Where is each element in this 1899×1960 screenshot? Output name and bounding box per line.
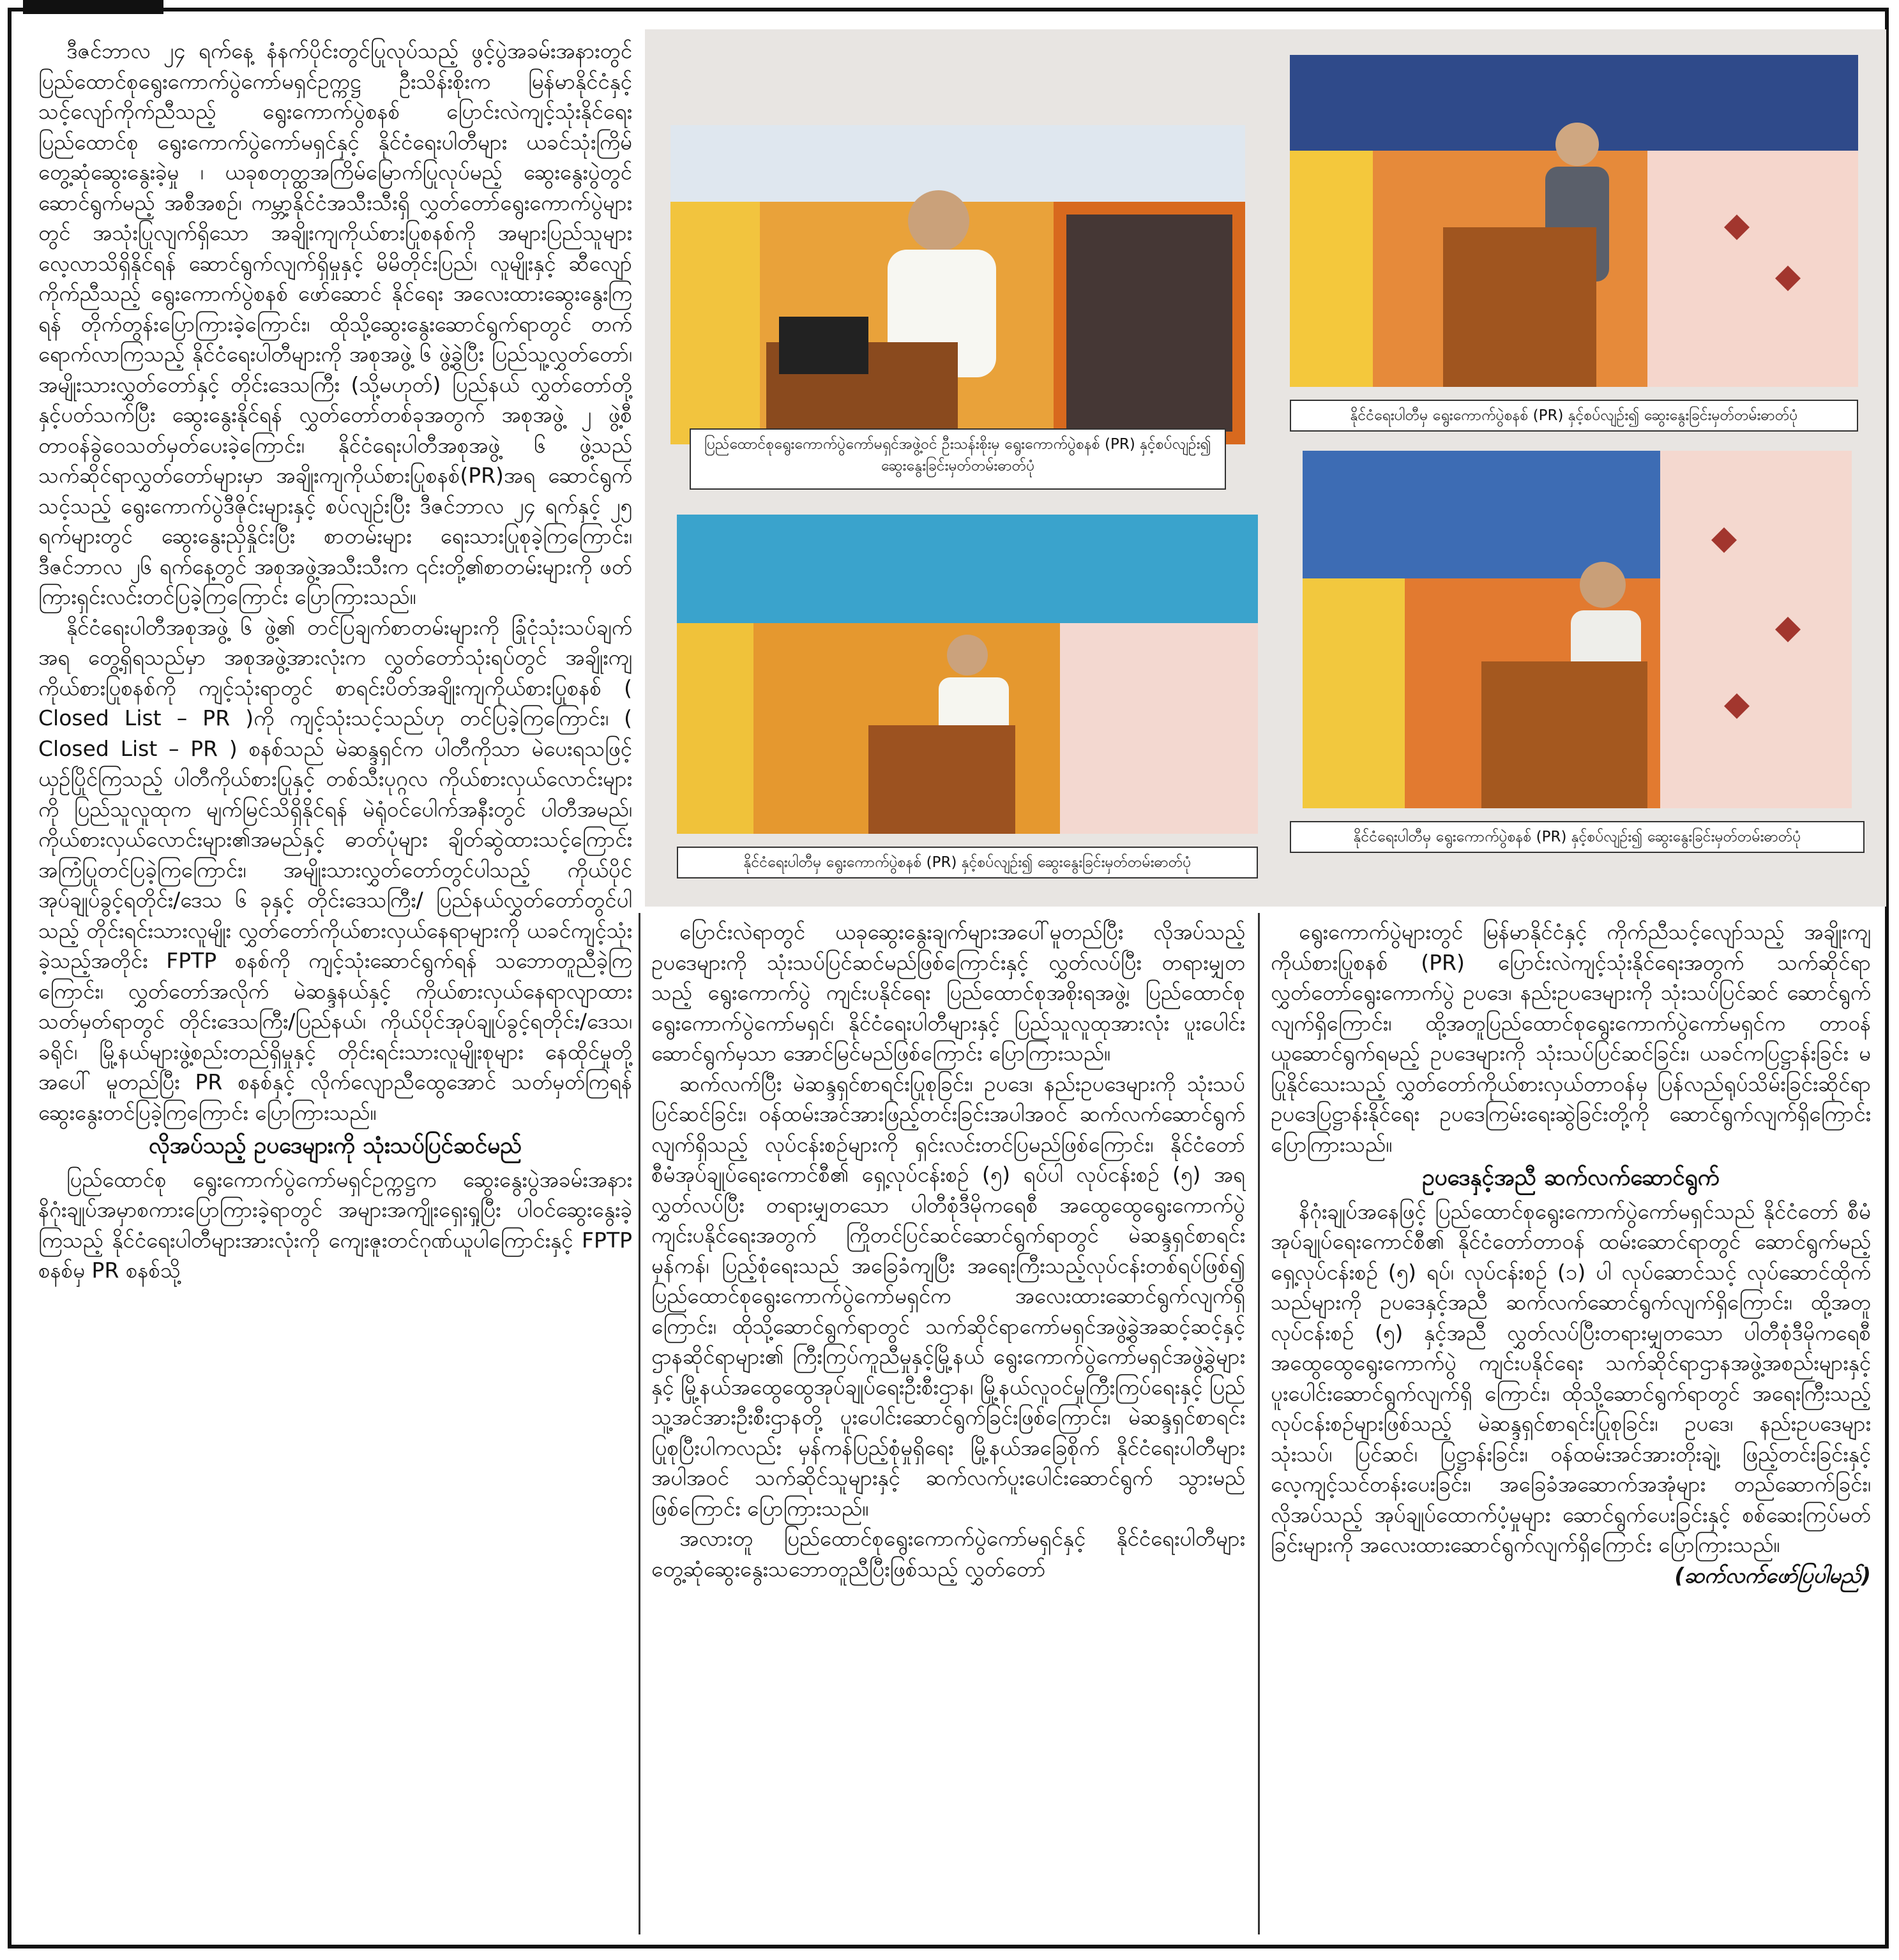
paragraph: ရွေးကောက်ပွဲများတွင် မြန်မာနိုင်ငံနှင့် ကိုက်ညီသင့်လျော်သည့် အချိုးကျကိုယ်စားပြုစနစ် (PR) ပြောင်းလဲကျင့်သုံးနိုင်ရေးအတွက် သက်ဆိုင်ရာလွှတ်တော်ရွေးကောက်ပွဲ ဥပဒေ၊ နည်းဥပဒေများကို သုံးသပ်ပြင်ဆင် ဆောင်ရွက်လျက်ရှိကြောင်း၊ ထို့အတူပြည်ထောင်စုရွေးကောက်ပွဲကော်မရှင်က တာဝန်ယူဆောင်ရွက်ရမည့် ဥပဒေများကို သုံးသပ်ပြင်ဆင်ခြင်း၊ ယခင်ကပြဋ္ဌာန်းခြင်း မပြုနိုင်သေးသည့် လွှတ်တော်ကိုယ်စားလှယ်တာဝန်မှ ပြန်လည်ရုပ်သိမ်းခြင်းဆိုင်ရာ ဥပဒေပြဋ္ဌာန်းနိုင်ရေး ဥပဒေကြမ်းရေးဆွဲခြင်းတို့ကို ဆောင်ရွက်လျက်ရှိကြောင်း ပြောကြားသည်။ (1271, 919, 1871, 1157)
article-column-1 (38, 36, 632, 1945)
photo-speaker-4 (1303, 451, 1852, 808)
photo-speaker-1 (670, 125, 1245, 444)
photo-caption-1: ပြည်ထောင်စုရွေးကောက်ပွဲကော်မရှင်အဖွဲ့ဝင် ဦးသန်းစိုးမှ ရွေးကောက်ပွဲစနစ် (PR) နှင့်စပ်လျဉ်း၍ ဆွေးနွေးခြင်းမှတ်တမ်းဓာတ်ပုံ (690, 428, 1226, 490)
column-divider (639, 913, 640, 1934)
corner-tab (23, 0, 163, 14)
paragraph: အလားတူ ပြည်ထောင်စုရွေးကောက်ပွဲကော်မရှင်နှင့် နိုင်ငံရေးပါတီများ တွေ့ဆုံဆွေးနွေးသဘောတူညီပြီးဖြစ်သည့် လွှတ်တော် (651, 1526, 1245, 1581)
article-column-2 (651, 917, 1245, 1938)
photo-speaker-2 (1290, 55, 1858, 387)
column-divider (1258, 913, 1260, 1934)
paragraph: ပြောင်းလဲရာတွင် ယခုဆွေးနွေးချက်များအပေါ်မူတည်ပြီး လိုအပ်သည့် ဥပဒေများကို သုံးသပ်ပြင်ဆင်မည်ဖြစ်ကြောင်းနှင့် လွှတ်လပ်ပြီး တရားမျှတသည့် ရွေးကောက်ပွဲ ကျင်းပနိုင်ရေး ပြည်ထောင်စုအစိုးရအဖွဲ့၊ ပြည်ထောင်စုရွေးကောက်ပွဲကော်မရှင်၊ နိုင်ငံရေးပါတီများနှင့် ပြည်သူလူထုအားလုံး ပူးပေါင်းဆောင်ရွက်မှသာ အောင်မြင်မည်ဖြစ်ကြောင်း ပြောကြားသည်။ (651, 919, 1245, 1066)
paragraph: ဆက်လက်ပြီး မဲဆန္ဒရှင်စာရင်းပြုစုခြင်း၊ ဥပဒေ၊ နည်းဥပဒေများကို သုံးသပ်ပြင်ဆင်ခြင်း၊ ဝန်ထမ်းအင်အားဖြည့်တင်းခြင်းအပါအဝင် ဆက်လက်ဆောင်ရွက်လျက်ရှိသည့် လုပ်ငန်းစဉ်များကို ရှင်းလင်းတင်ပြမည်ဖြစ်ကြောင်း၊ နိုင်ငံတော် စီမံအုပ်ချုပ်ရေးကောင်စီ၏ ရှေ့လုပ်ငန်းစဉ် (၅) ရပ်ပါ လုပ်ငန်းစဉ် (၅) အရ လွှတ်လပ်ပြီး တရားမျှတသော ပါတီစုံဒီမိုကရေစီ အထွေထွေရွေးကောက်ပွဲကျင်းပနိုင်ရေးအတွက် ကြိုတင်ပြင်ဆင်ဆောင်ရွက်ရာတွင် မဲဆန္ဒရှင်စာရင်းမှန်ကန်၊ ပြည့်စုံရေးသည် အခြေခံကျပြီး အရေးကြီးသည့်လုပ်ငန်းတစ်ရပ်ဖြစ်၍ ပြည်ထောင်စုရွေးကောက်ပွဲကော်မရှင်က အလေးထားဆောင်ရွက်လျက်ရှိကြောင်း၊ ထိုသို့ဆောင်ရွက်ရာတွင် သက်ဆိုင်ရာကော်မရှင်အဖွဲ့ခွဲအဆင့်ဆင့်နှင့် ဌာနဆိုင်ရာများ၏ ကြီးကြပ်ကူညီမှုနှင့်မြို့နယ် ရွေးကောက်ပွဲကော်မရှင်အဖွဲ့ခွဲများနှင့် မြို့နယ်အထွေထွေအုပ်ချုပ်ရေးဦးစီးဌာန၊ မြို့နယ်လူဝင်မှုကြီးကြပ်ရေးနှင့် ပြည်သူ့အင်အားဦးစီးဌာနတို့ ပူးပေါင်းဆောင်ရွက်ခြင်းဖြစ်ကြောင်း၊ မဲဆန္ဒရှင်စာရင်းပြုစုပြီးပါကလည်း မှန်ကန်ပြည့်စုံမှုရှိရေး မြို့နယ်အခြေစိုက် နိုင်ငံရေးပါတီများအပါအဝင် သက်ဆိုင်သူများနှင့် ဆက်လက်ပူးပေါင်းဆောင်ရွက် သွားမည်ဖြစ်ကြောင်း ပြောကြားသည်။ (651, 1071, 1245, 1521)
photo-block (645, 29, 1886, 907)
section-heading: ဥပဒေနှင့်အညီ ဆက်လက်ဆောင်ရွက် (1422, 1165, 1720, 1191)
photo-caption-4: နိုင်ငံရေးပါတီမှ ရွေးကောက်ပွဲစနစ် (PR) နှင့်စပ်လျဉ်း၍ ဆွေးနွေးခြင်းမှတ်တမ်းဓာတ်ပုံ (1290, 821, 1865, 853)
photo-caption-2: နိုင်ငံရေးပါတီမှ ရွေးကောက်ပွဲစနစ် (PR) နှင့်စပ်လျဉ်း၍ ဆွေးနွေးခြင်းမှတ်တမ်းဓာတ်ပုံ (1290, 400, 1858, 432)
article-column-3 (1271, 917, 1871, 1938)
continued-note: (ဆက်လက်ဖော်ပြပါမည်) (1674, 1562, 1871, 1588)
photo-caption-3: နိုင်ငံရေးပါတီမှ ရွေးကောက်ပွဲစနစ် (PR) နှင့်စပ်လျဉ်း၍ ဆွေးနွေးခြင်းမှတ်တမ်းဓာတ်ပုံ (677, 847, 1258, 878)
paragraph: ဒီဇင်ဘာလ ၂၄ ရက်နေ့ နံနက်ပိုင်းတွင်ပြုလုပ်သည့် ဖွင့်ပွဲအခမ်းအနားတွင် ပြည်ထောင်စုရွေးကောက်ပွဲကော်မရှင်ဥက္ကဋ္ဌ ဦးသိန်းစိုးက မြန်မာနိုင်ငံနှင့် သင့်လျော်ကိုက်ညီသည့် ရွေးကောက်ပွဲစနစ် ပြောင်းလဲကျင့်သုံးနိုင်ရေး ပြည်ထောင်စု ရွေးကောက်ပွဲကော်မရှင်နှင့် နိုင်ငံရေးပါတီများ ယခင်သုံးကြိမ် တွေ့ဆုံဆွေးနွေးခဲ့မှု ၊ ယခုစတုတ္ထအကြိမ်မြောက်ပြုလုပ်မည့် ဆွေးနွေးပွဲတွင် ဆောင်ရွက်မည့် အစီအစဉ်၊ ကမ္ဘာ့နိုင်ငံအသီးသီးရှိ လွှတ်တော်ရွေးကောက်ပွဲများတွင် အသုံးပြုလျက်ရှိသော အချိုးကျကိုယ်စားပြုစနစ်ကို အများပြည်သူများ လေ့လာသိရှိနိုင်ရန် ဆောင်ရွက်လျက်ရှိမှုနှင့် မိမိတိုင်းပြည်၊ လူမျိုးနှင့် ဆီလျော်ကိုက်ညီသည့် ရွေးကောက်ပွဲစနစ် ဖော်ဆောင် နိုင်ရေး အလေးထားဆွေးနွေးကြရန် တိုက်တွန်းပြောကြားခဲ့ကြောင်း၊ ထိုသို့ဆွေးနွေးဆောင်ရွက်ရာတွင် တက်ရောက်လာကြသည့် နိုင်ငံရေးပါတီများကို အစုအဖွဲ့ ၆ ဖွဲ့ခွဲပြီး ပြည်သူ့လွှတ်တော်၊ အမျိုးသားလွှတ်တော်နှင့် တိုင်းဒေသကြီး (သို့မဟုတ်) ပြည်နယ် လွှတ်တော်တို့နှင့်ပတ်သက်ပြီး ဆွေးနွေးနိုင်ရန် လွှတ်တော်တစ်ခုအတွက် အစုအဖွဲ့ ၂ ဖွဲ့စီ တာဝန်ခွဲဝေသတ်မှတ်ပေးခဲ့ကြောင်း၊ နိုင်ငံရေးပါတီအစုအဖွဲ့ ၆ ဖွဲ့သည် သက်ဆိုင်ရာလွှတ်တော်များမှာ အချိုးကျကိုယ်စားပြုစနစ်(PR)အရ ဆောင်ရွက်သင့်သည့် ရွေးကောက်ပွဲဒီဇိုင်းများနှင့် စပ်လျဉ်းပြီး ဒီဇင်ဘာလ ၂၄ ရက်နှင့် ၂၅ ရက်များတွင် ဆွေးနွေးညှိနှိုင်းပြီး စာတမ်းများ ရေးသားပြုစုခဲ့ကြကြောင်း၊ ဒီဇင်ဘာလ ၂၆ ရက်နေ့တွင် အစုအဖွဲ့အသီးသီးက ၎င်းတို့၏စာတမ်းများကို ဖတ်ကြားရှင်းလင်းတင်ပြခဲ့ကြကြောင်း ပြောကြားသည်။ (38, 38, 632, 609)
paragraph: ပြည်ထောင်စု ရွေးကောက်ပွဲကော်မရှင်ဥက္ကဋ္ဌက ဆွေးနွေးပွဲအခမ်းအနား နိဂုံးချုပ်အမှာစကားပြောကြားခဲ့ရာတွင် အများအကျိုးရှေးရှုပြီး ပါဝင်ဆွေးနွေးခဲ့ကြသည့် နိုင်ငံရေးပါတီများအားလုံးကို ကျေးဇူးတင်ဂုဏ်ယူပါကြောင်းနှင့် FPTP စနစ်မှ PR စနစ်သို့ (38, 1166, 632, 1283)
paragraph: နိုင်ငံရေးပါတီအစုအဖွဲ့ ၆ ဖွဲ့၏ တင်ပြချက်စာတမ်းများကို ခြုံငုံသုံးသပ်ချက်အရ တွေ့ရှိရသည်မှာ အစုအဖွဲ့အားလုံးက လွှတ်တော်သုံးရပ်တွင် အချိုးကျ ကိုယ်စားပြုစနစ်ကို ကျင့်သုံးရာတွင် စာရင်းပိတ်အချိုးကျကိုယ်စားပြုစနစ် ( Closed List – PR )ကို ကျင့်သုံးသင့်သည်ဟု တင်ပြခဲ့ကြကြောင်း၊ ( Closed List – PR ) စနစ်သည် မဲဆန္ဒရှင်က ပါတီကိုသာ မဲပေးရသဖြင့် ယှဉ်ပြိုင်ကြသည့် ပါတီကိုယ်စားပြုနှင့် တစ်သီးပုဂ္ဂလ ကိုယ်စားလှယ်လောင်းများကို ပြည်သူလူထုက မျက်မြင်သိရှိနိုင်ရန် မဲရုံဝင်ပေါက်အနီးတွင် ပါတီအမည်၊ ကိုယ်စားလှယ်လောင်းများ၏အမည်နှင့် ဓာတ်ပုံများ ချိတ်ဆွဲထားသင့်ကြောင်း အကြံပြုတင်ပြခဲ့ကြကြောင်း၊ အမျိုးသားလွှတ်တော်တွင်ပါသည့် ကိုယ်ပိုင်အုပ်ချုပ်ခွင့်ရတိုင်း/ဒေသ ၆ ခုနှင့် တိုင်းဒေသကြီး/ ပြည်နယ်လွှတ်တော်တွင်ပါသည့် တိုင်းရင်းသားလူမျိုး လွှတ်တော်ကိုယ်စားလှယ်နေရာများကို ယခင်ကျင့်သုံးခဲ့သည့်အတိုင်း FPTP စနစ်ကို ကျင့်သုံးဆောင်ရွက်ရန် သဘောတူညီခဲ့ကြကြောင်း၊ လွှတ်တော်အလိုက် မဲဆန္ဒနယ်နှင့် ကိုယ်စားလှယ်နေရာလျာထား သတ်မှတ်ရာတွင် တိုင်းဒေသကြီး/ပြည်နယ်၊ ကိုယ်ပိုင်အုပ်ချုပ်ခွင့်ရတိုင်း/ဒေသ၊ ခရိုင်၊ မြို့နယ်များဖွဲ့စည်းတည်ရှိမှုနှင့် တိုင်းရင်းသားလူမျိုးစုများ နေထိုင်မှုတို့အပေါ် မူတည်ပြီး PR စနစ်နှင့် လိုက်လျောညီထွေအောင် သတ်မှတ်ကြရန် ဆွေးနွေးတင်ပြခဲ့ကြကြောင်း ပြောကြားသည်။ (38, 614, 633, 1125)
section-heading: လိုအပ်သည့် ဥပဒေများကို သုံးသပ်ပြင်ဆင်မည် (148, 1133, 522, 1159)
photo-speaker-3 (677, 515, 1258, 834)
paragraph: နိဂုံးချုပ်အနေဖြင့် ပြည်ထောင်စုရွေးကောက်ပွဲကော်မရှင်သည် နိုင်ငံတော် စီမံအုပ်ချုပ်ရေးကောင်စီ၏ နိုင်ငံတော်တာဝန် ထမ်းဆောင်ရာတွင် ဆောင်ရွက်မည့် ရှေ့လုပ်ငန်းစဉ် (၅) ရပ်၊ လုပ်ငန်းစဉ် (၁) ပါ လုပ်ဆောင်သင့် လုပ်ဆောင်ထိုက်သည်များကို ဥပဒေနှင့်အညီ ဆက်လက်ဆောင်ရွက်လျက်ရှိကြောင်း၊ ထို့အတူ လုပ်ငန်းစဉ် (၅) နှင့်အညီ လွှတ်လပ်ပြီးတရားမျှတသော ပါတီစုံဒီမိုကရေစီ အထွေထွေရွေးကောက်ပွဲ ကျင်းပနိုင်ရေး သက်ဆိုင်ရာဌာနအဖွဲ့အစည်းများနှင့် ပူးပေါင်းဆောင်ရွက်လျက်ရှိ ကြောင်း၊ ထိုသို့ဆောင်ရွက်ရာတွင် အရေးကြီးသည့် လုပ်ငန်းစဉ်များဖြစ်သည့် မဲဆန္ဒရှင်စာရင်းပြုစုခြင်း၊ ဥပဒေ၊ နည်းဥပဒေများ သုံးသပ်၊ ပြင်ဆင်၊ ပြဋ္ဌာန်းခြင်း၊ ဝန်ထမ်းအင်အားတိုးချဲ့၊ ဖြည့်တင်းခြင်းနှင့် လေ့ကျင့်သင်တန်းပေးခြင်း၊ အခြေခံအဆောက်အအုံများ တည်ဆောက်ခြင်း၊ လိုအပ်သည့် အုပ်ချုပ်ထောက်ပံ့မှုများ ဆောင်ရွက်ပေးခြင်းနှင့် စစ်ဆေးကြပ်မတ်ခြင်းများကို အလေးထားဆောင်ရွက်လျက်ရှိကြောင်း ပြောကြားသည်။ (1271, 1198, 1871, 1557)
